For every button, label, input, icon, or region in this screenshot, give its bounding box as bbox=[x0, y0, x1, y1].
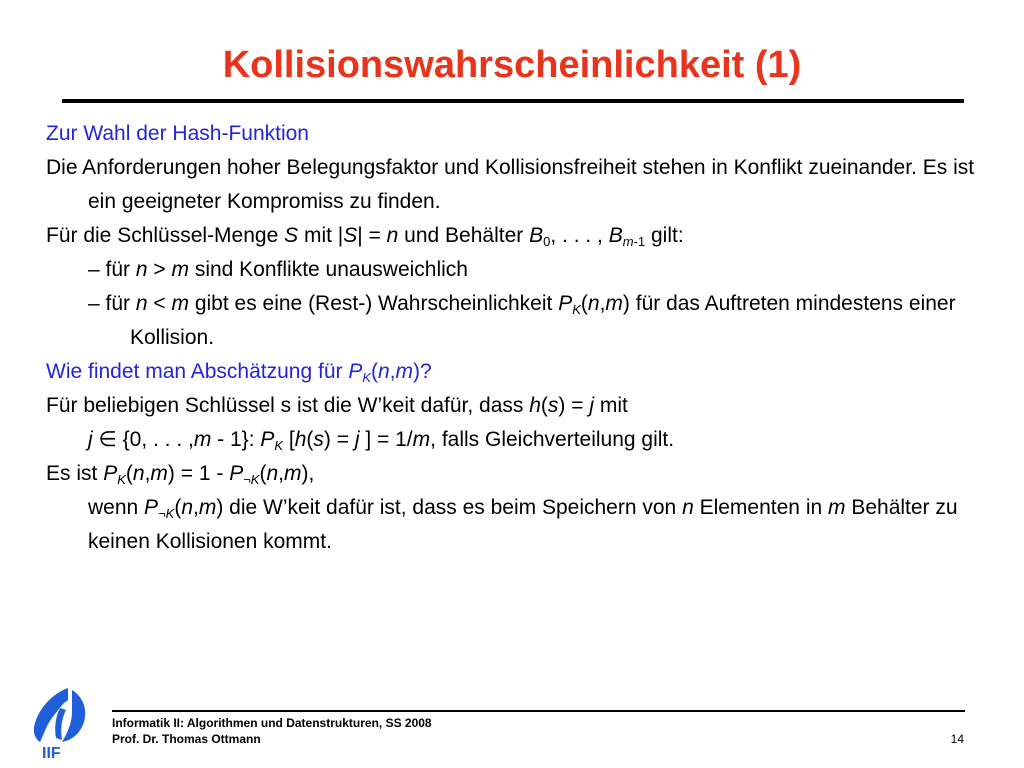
iif-logo bbox=[22, 682, 102, 762]
footer-author: Prof. Dr. Thomas Ottmann bbox=[112, 732, 261, 746]
slide-title: Kollisionswahrscheinlichkeit (1) bbox=[222, 44, 802, 86]
footer-course: Informatik II: Algorithmen und Datenstrukturen, SS 2008 bbox=[112, 716, 432, 730]
title-divider bbox=[62, 99, 964, 103]
paragraph-arbitrary-key: Für beliebigen Schlüssel s ist die W’keit dafür, dass h(s) = j mit bbox=[46, 394, 628, 417]
section-heading-estimate: Wie findet man Abschätzung für $P_K(n,m)$? bbox=[46, 360, 432, 385]
paragraph-complement-explanation: wenn $P_{\neg K}(n,m)$ die W’keit dafür ist, dass es beim Speichern von n Elementen in m Behälter zu keinen Kollisionen kommt. bbox=[88, 496, 958, 553]
paragraph-complement: Es ist $P_K(n,m) = 1 - P_{\neg K}(n,m)$, bbox=[46, 462, 315, 487]
section-heading-hash-function: Zur Wahl der Hash-Funktion bbox=[46, 122, 309, 145]
paragraph-requirements: Die Anforderungen hoher Belegungsfaktor und Kollisionsfreiheit stehen in Konflikt zueinander. Es ist ein geeigneter Kompromiss zu finden. bbox=[46, 156, 975, 213]
iif-logo-text: IIF bbox=[42, 745, 61, 762]
page-number: 14 bbox=[950, 732, 964, 746]
footer-info bbox=[112, 715, 432, 747]
bullet-n-less-m: – für n < m gibt es eine (Rest-) Wahrscheinlichkeit $P_K(n,m)$ für das Auftreten mindestens einer Kollision. bbox=[88, 292, 956, 349]
slide-content bbox=[46, 117, 996, 559]
iif-logo-icon bbox=[22, 682, 102, 762]
formula-uniform-distribution: j ∈ {0, . . . ,m - 1}: $P_K$ [h(s) = j ] = 1/m, falls Gleichverteilung gilt. bbox=[88, 428, 675, 453]
bullet-n-greater-m: – für n > m sind Konflikte unausweichlich bbox=[88, 258, 468, 281]
paragraph-key-set: Für die Schlüssel-Menge S mit |S| = n und Behälter $B_0$, . . . , $B_{m-1}$ gilt: bbox=[46, 224, 684, 249]
footer-divider bbox=[112, 710, 965, 712]
